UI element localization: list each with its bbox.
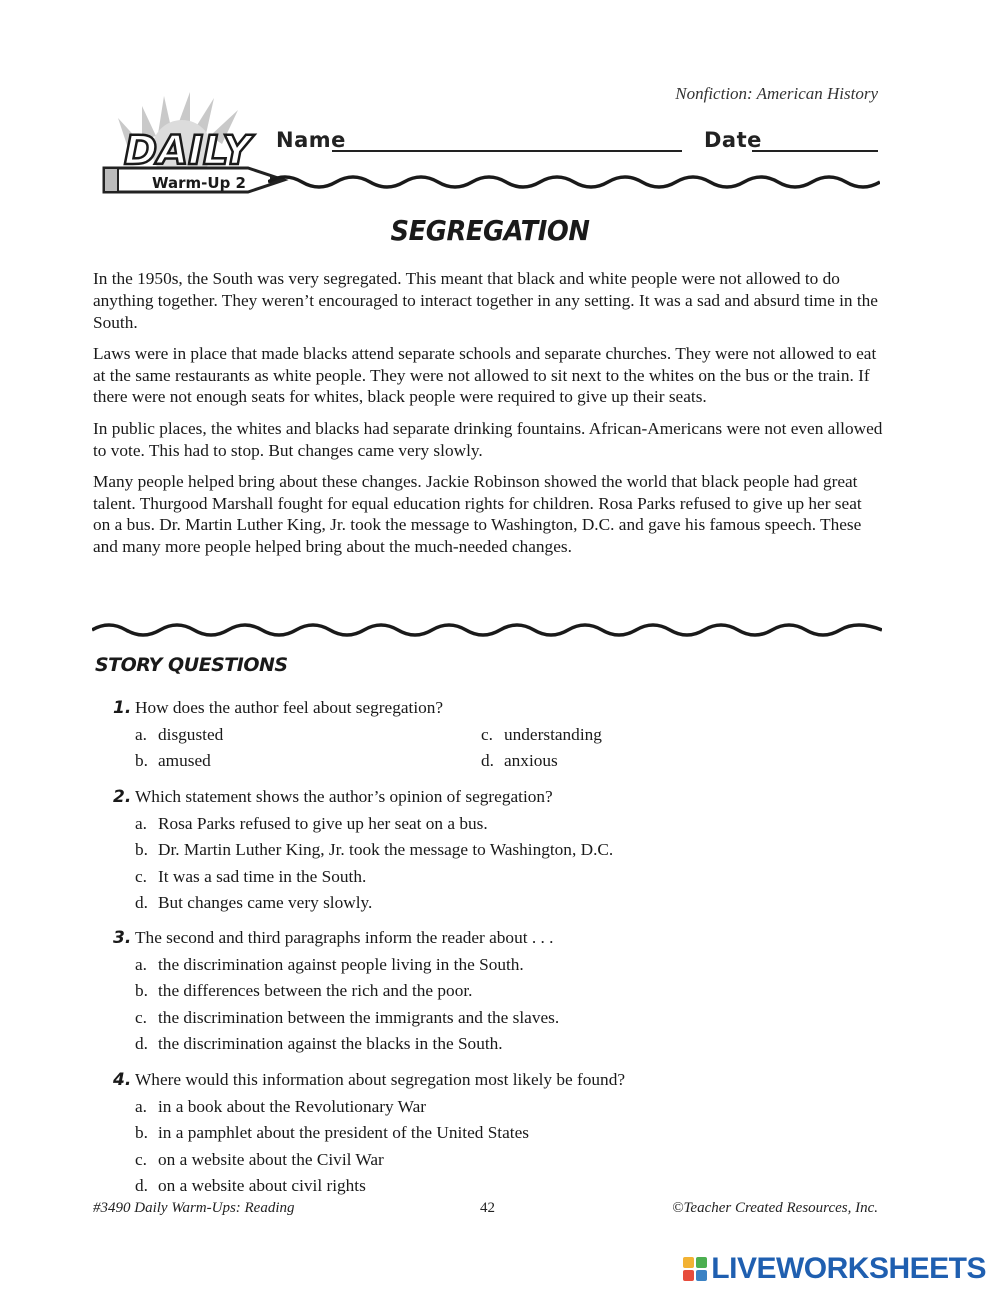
passage-paragraph: In the 1950s, the South was very segregated. This meant that black and white people were not allowed to do anything together. They weren’t encouraged to interact together in any setting. It was a sad and absurd time in the South. xyxy=(93,269,878,332)
footer-page-number: 42 xyxy=(480,1200,495,1216)
answer-option[interactable] xyxy=(135,840,835,867)
option-text: But changes came very slowly. xyxy=(158,893,373,912)
answer-option[interactable] xyxy=(135,1097,835,1124)
header-wave-divider xyxy=(268,170,880,194)
footer-copyright: ©Teacher Created Resources, Inc. xyxy=(672,1200,878,1216)
brand-block xyxy=(696,1257,707,1268)
option-text: on a website about civil rights xyxy=(158,1176,366,1195)
brand-text: LIVEWORKSHEETS xyxy=(711,1252,986,1285)
answer-option[interactable] xyxy=(135,814,835,841)
option-letter: a. xyxy=(135,1096,147,1116)
option-letter: c. xyxy=(135,866,147,886)
answer-option[interactable] xyxy=(135,1176,835,1203)
passage-paragraph: In public places, the whites and blacks had separate drinking fountains. African-Americans were not even allowed to vote. This had to stop. But changes came very slowly. xyxy=(93,418,883,460)
logo-word: DAILY xyxy=(124,128,252,174)
answer-option[interactable] xyxy=(481,751,781,778)
reading-passage xyxy=(93,268,883,568)
answer-option[interactable] xyxy=(481,725,781,752)
question-number: 1. xyxy=(113,698,132,718)
option-text: Dr. Martin Luther King, Jr. took the message to Washington, D.C. xyxy=(158,840,614,859)
option-letter: d. xyxy=(135,1176,148,1195)
answer-option[interactable] xyxy=(135,1123,835,1150)
name-field-line[interactable] xyxy=(332,150,682,152)
answer-option[interactable] xyxy=(135,893,835,920)
answer-option[interactable] xyxy=(135,725,481,752)
question-number: 3. xyxy=(113,928,132,948)
question-4 xyxy=(113,1070,873,1203)
option-text: Rosa Parks refused to give up her seat on a bus. xyxy=(158,813,488,833)
option-text: on a website about the Civil War xyxy=(158,1149,384,1169)
date-label: Date xyxy=(704,128,762,152)
question-text: Which statement shows the author’s opinion of segregation? xyxy=(135,787,553,806)
option-letter: a. xyxy=(135,813,147,833)
question-text: How does the author feel about segregation? xyxy=(135,698,444,717)
answer-option[interactable] xyxy=(135,981,835,1008)
option-letter: c. xyxy=(135,1149,147,1169)
answer-option[interactable] xyxy=(135,1150,835,1177)
option-letter: c. xyxy=(481,724,493,744)
option-letter: b. xyxy=(135,751,148,770)
answer-option[interactable] xyxy=(135,1034,835,1061)
logo-warmup-label: Warm-Up 2 xyxy=(152,174,246,192)
answer-option[interactable] xyxy=(135,1008,835,1035)
option-letter: c. xyxy=(135,1007,147,1027)
brand-blocks-icon xyxy=(683,1257,707,1281)
story-questions-heading: STORY QUESTIONS xyxy=(95,654,288,676)
option-letter: a. xyxy=(135,724,147,744)
passage-paragraph: Many people helped bring about these changes. Jackie Robinson showed the world that black people had great talent. Thurgood Marshall fought for equal education rights for children. Rosa Parks refused to give up her seat on a bus. Dr. Martin Luther King, Jr. took the message to Washington, D.C. and gave his famous speech. These and many more people helped bring about the much-needed changes. xyxy=(93,471,862,557)
page-title: SEGREGATION xyxy=(390,214,590,247)
section-wave-divider xyxy=(92,618,882,642)
question-number: 2. xyxy=(113,787,132,807)
question-3 xyxy=(113,928,873,1061)
option-letter: d. xyxy=(481,751,494,770)
option-letter: d. xyxy=(135,893,148,912)
option-text: the discrimination against people living in the South. xyxy=(158,954,524,974)
option-text: in a book about the Revolutionary War xyxy=(158,1096,427,1116)
answer-option[interactable] xyxy=(135,751,481,778)
question-number: 4. xyxy=(113,1070,132,1090)
option-letter: b. xyxy=(135,981,148,1000)
option-letter: d. xyxy=(135,1034,148,1053)
footer-book-title: #3490 Daily Warm-Ups: Reading xyxy=(93,1200,295,1216)
name-label: Name xyxy=(276,128,346,152)
option-text: disgusted xyxy=(158,724,224,744)
brand-block xyxy=(683,1270,694,1281)
liveworksheets-brand[interactable] xyxy=(683,1252,986,1286)
option-text: the differences between the rich and the poor. xyxy=(158,981,473,1000)
option-letter: b. xyxy=(135,840,148,859)
option-text: the discrimination against the blacks in the South. xyxy=(158,1034,503,1053)
category-label: Nonfiction: American History xyxy=(675,84,878,103)
question-2 xyxy=(113,787,873,920)
brand-block xyxy=(696,1270,707,1281)
option-text: amused xyxy=(158,751,211,770)
passage-paragraph: Laws were in place that made blacks attend separate schools and separate churches. They were not allowed to eat at the same restaurants as white people. They were not allowed to sit next to the whites on the bus or the train. If there were not enough seats for whites, black people were required to give up their seats. xyxy=(93,343,877,407)
option-text: It was a sad time in the South. xyxy=(158,866,367,886)
option-text: anxious xyxy=(504,751,558,770)
answer-option[interactable] xyxy=(135,867,835,894)
option-letter: a. xyxy=(135,954,147,974)
question-1 xyxy=(113,698,873,778)
option-text: the discrimination between the immigrants and the slaves. xyxy=(158,1007,560,1027)
question-text: The second and third paragraphs inform the reader about . . . xyxy=(135,928,554,947)
question-text: Where would this information about segregation most likely be found? xyxy=(135,1070,626,1089)
date-field-line[interactable] xyxy=(752,150,878,152)
option-text: understanding xyxy=(504,724,602,744)
answer-option[interactable] xyxy=(135,955,835,982)
option-letter: b. xyxy=(135,1123,148,1142)
brand-block xyxy=(683,1257,694,1268)
option-text: in a pamphlet about the president of the United States xyxy=(158,1123,529,1142)
